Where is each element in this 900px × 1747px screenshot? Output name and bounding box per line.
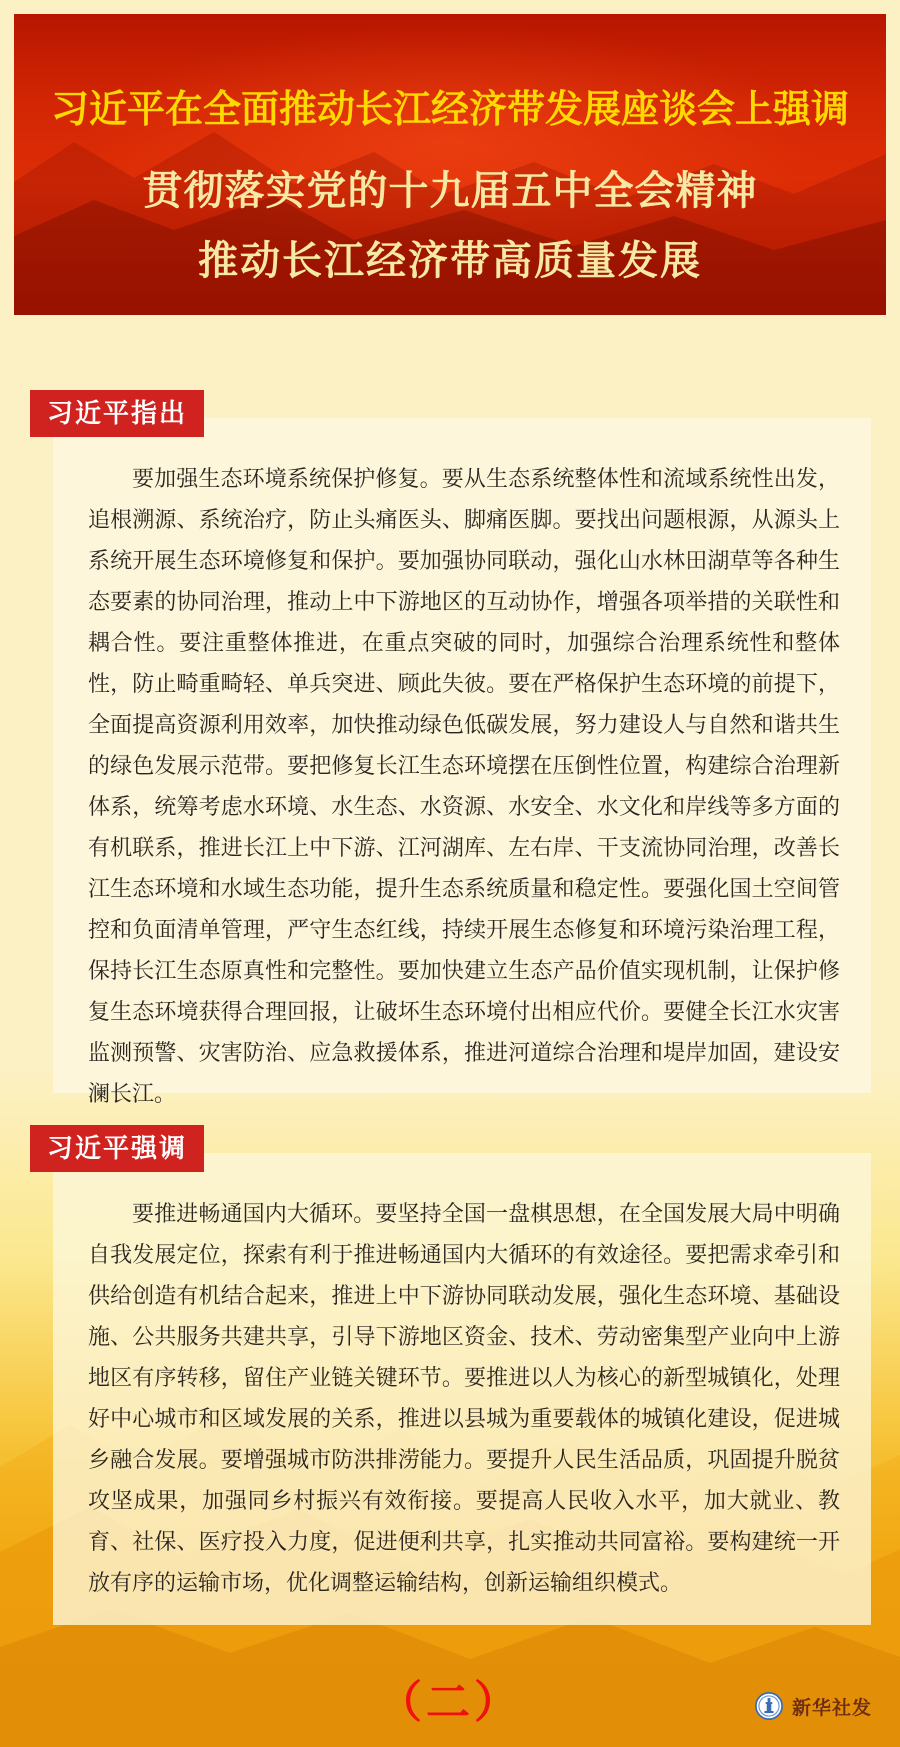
section-box-qiangdiao xyxy=(53,1153,871,1625)
title-line-1: 习近平在全面推动长江经济带发展座谈会上强调 xyxy=(50,89,849,131)
credit-block xyxy=(755,1692,872,1720)
page-number: （二） xyxy=(378,1678,522,1727)
section-badge-qiangdiao: 习近平强调 xyxy=(30,1125,204,1172)
xinhua-emblem-icon xyxy=(755,1692,783,1720)
section-paragraph-qiangdiao: 要推进畅通国内大循环。要坚持全国一盘棋思想，在全国发展大局中明确自我发展定位，探索有利于推进畅通国内大循环的有效途径。要把需求牵引和供给创造有机结合起来，推进上中下游协同联动发展，强化生态环境、基础设施、公共服务共建共享，引导下游地区资金、技术、劳动密集型产业向中上游地区有序转移，留住产业链关键环节。要推进以人为核心的新型城镇化，处理好中心城市和区域发展的关系，推进以县城为重要载体的城镇化建设，促进城乡融合发展。要增强城市防洪排涝能力。要提升人民生活品质，巩固提升脱贫攻坚成果，加强同乡村振兴有效衔接。要提高人民收入水平，加大就业、教育、社保、医疗投入力度，促进便利共享，扎实推动共同富裕。要构建统一开放有序的运输市场，优化调整运输结构，创新运输组织模式。 xyxy=(88,1201,840,1595)
section-box-zhichu xyxy=(53,418,871,1106)
title-line-2: 贯彻落实党的十九届五中全会精神 xyxy=(142,169,758,213)
title-line-3: 推动长江经济带高质量发展 xyxy=(198,239,702,283)
section-paragraph-zhichu: 要加强生态环境系统保护修复。要从生态系统整体性和流域系统性出发，追根溯源、系统治疗，防止头痛医头、脚痛医脚。要找出问题根源，从源头上系统开展生态环境修复和保护。要加强协同联动，强化山水林田湖草等各种生态要素的协同治理，推动上中下游地区的互动协作，增强各项举措的关联性和耦合性。要注重整体推进，在重点突破的同时，加强综合治理系统性和整体性，防止畸重畸轻、单兵突进、顾此失彼。要在严格保护生态环境的前提下，全面提高资源利用效率，加快推动绿色低碳发展，努力建设人与自然和谐共生的绿色发展示范带。要把修复长江生态环境摆在压倒性位置，构建综合治理新体系，统筹考虑水环境、水生态、水资源、水安全、水文化和岸线等多方面的有机联系，推进长江上中下游、江河湖库、左右岸、干支流协同治理，改善长江生态环境和水域生态功能，提升生态系统质量和稳定性。要强化国土空间管控和负面清单管理，严守生态红线，持续开展生态修复和环境污染治理工程，保持长江生态原真性和完整性。要加快建立生态产品价值实现机制，让保护修复生态环境获得合理回报，让破坏生态环境付出相应代价。要健全长江水灾害监测预警、灾害防治、应急救援体系，推进河道综合治理和堤岸加固，建设安澜长江。 xyxy=(88,466,840,1106)
header-banner xyxy=(14,14,886,315)
credit-text: 新华社发 xyxy=(791,1697,872,1719)
section-badge-zhichu: 习近平指出 xyxy=(30,390,204,437)
